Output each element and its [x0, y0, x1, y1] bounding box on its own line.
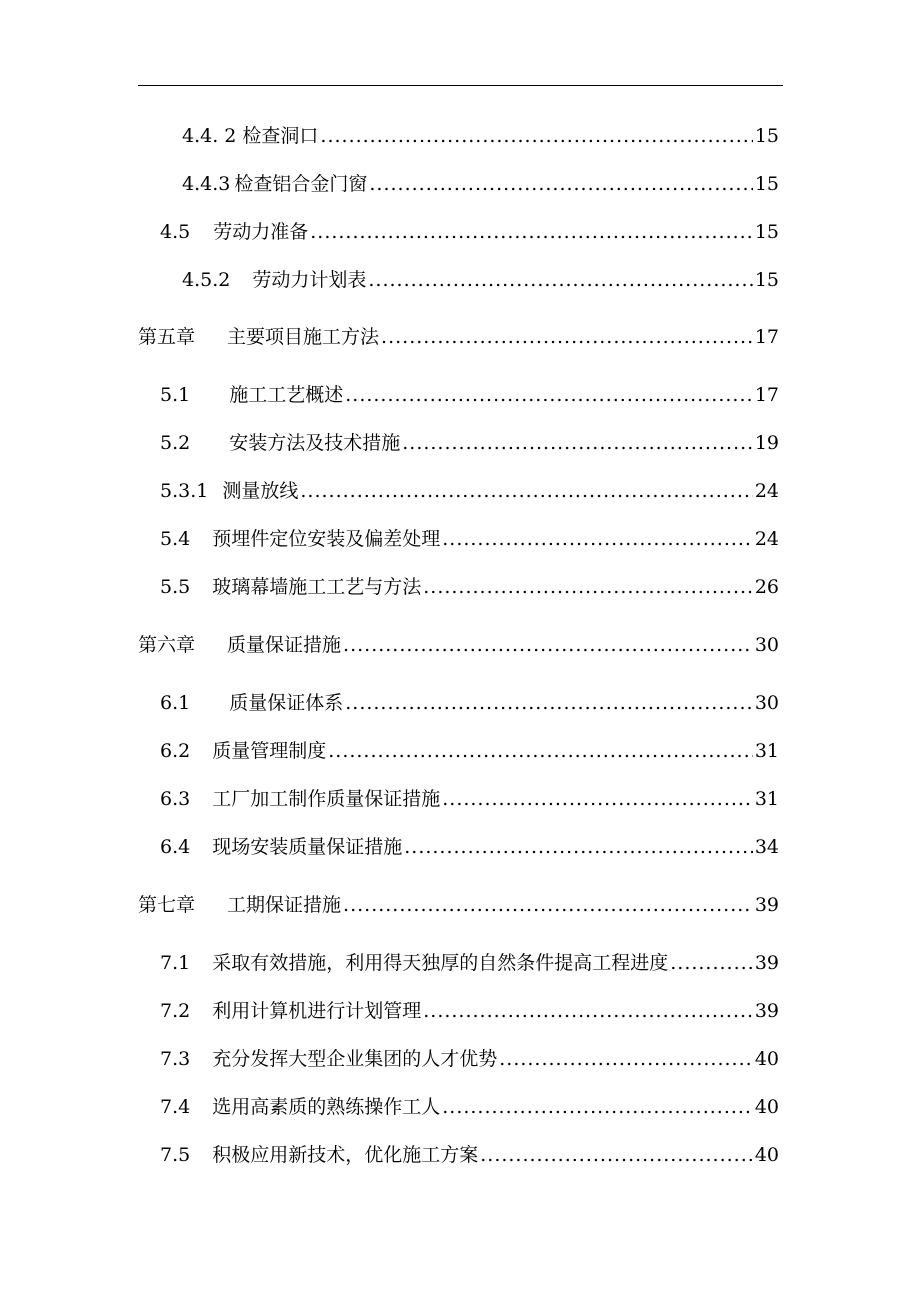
- toc-dot-leader: [343, 630, 753, 660]
- toc-entry-number: 5.4: [160, 528, 191, 550]
- toc-dot-leader: [300, 476, 752, 506]
- toc-entry-title: 现场安装质量保证措施: [212, 836, 403, 858]
- toc-dot-leader: [442, 1092, 753, 1122]
- toc-entry-page: 34: [754, 836, 779, 858]
- toc-entry[interactable]: [0, 1140, 920, 1170]
- toc-entry[interactable]: [0, 688, 920, 718]
- toc-entry-number: 5.3.1: [160, 480, 209, 502]
- header-rule: [138, 85, 783, 86]
- toc-entry[interactable]: [0, 1092, 920, 1122]
- toc-entry[interactable]: [0, 572, 920, 602]
- toc-chapter-entry[interactable]: [0, 890, 920, 920]
- toc-entry-page: 15: [754, 173, 779, 195]
- toc-entry-page: 40: [754, 1096, 779, 1118]
- toc-entry-number: 5.1: [160, 384, 191, 406]
- toc-entry[interactable]: [0, 380, 920, 410]
- toc-entry-title: 采取有效措施，利用得天独厚的自然条件提高工程进度: [212, 952, 669, 974]
- toc-entry[interactable]: [0, 169, 920, 199]
- toc-entry-title: 玻璃幕墙施工工艺与方法: [212, 576, 422, 598]
- toc-entry-number: 第七章: [138, 894, 196, 916]
- toc-dot-leader: [328, 736, 753, 766]
- toc-entry-number: 7.2: [160, 1000, 191, 1022]
- toc-entry-title: 检查洞口: [242, 125, 319, 147]
- toc-entry-title: 充分发挥大型企业集团的人才优势: [212, 1048, 498, 1070]
- toc-entry-page: 31: [754, 740, 779, 762]
- toc-entry-number: 6.2: [160, 740, 191, 762]
- toc-entry-number: 6.1: [160, 692, 191, 714]
- toc-dot-leader: [345, 688, 753, 718]
- toc-entry-title: 安装方法及技术措施: [229, 432, 401, 454]
- toc-entry-page: 19: [754, 432, 779, 454]
- toc-entry-title: 工期保证措施: [227, 894, 342, 916]
- toc-entry[interactable]: [0, 217, 920, 247]
- toc-dot-leader: [369, 169, 752, 199]
- toc-dot-leader: [345, 380, 753, 410]
- toc-entry-page: 30: [754, 634, 779, 656]
- toc-entry[interactable]: [0, 428, 920, 458]
- toc-entry-page: 31: [754, 788, 779, 810]
- toc-entry-number: 6.4: [160, 836, 191, 858]
- toc-entry-page: 17: [754, 384, 779, 406]
- toc-dot-leader: [442, 524, 753, 554]
- toc-entry-page: 15: [754, 269, 779, 291]
- toc-dot-leader: [368, 265, 752, 295]
- toc-entry-number: 4.4. 2: [182, 125, 237, 147]
- toc-entry[interactable]: [0, 948, 920, 978]
- toc-entry-title: 质量保证体系: [229, 692, 344, 714]
- toc-entry-page: 24: [754, 480, 779, 502]
- toc-entry-page: 30: [754, 692, 779, 714]
- toc-entry-number: 7.3: [160, 1048, 191, 1070]
- toc-dot-leader: [423, 996, 753, 1026]
- toc-entry-title: 施工工艺概述: [229, 384, 344, 406]
- toc-entry-number: 6.3: [160, 788, 191, 810]
- toc-entry-number: 第六章: [138, 634, 196, 656]
- toc-dot-leader: [404, 832, 753, 862]
- toc-dot-leader: [402, 428, 753, 458]
- toc-entry[interactable]: [0, 265, 920, 295]
- toc-entry-number: 7.5: [160, 1144, 191, 1166]
- toc-chapter-entry[interactable]: [0, 322, 920, 352]
- toc-entry-page: 24: [754, 528, 779, 550]
- toc-entry[interactable]: [0, 832, 920, 862]
- toc-entry[interactable]: [0, 736, 920, 766]
- toc-entry-page: 40: [754, 1048, 779, 1070]
- toc-entry-number: 5.2: [160, 432, 191, 454]
- toc-entry-title: 选用高素质的熟练操作工人: [212, 1096, 441, 1118]
- toc-entry[interactable]: [0, 121, 920, 151]
- toc-entry-number: 7.4: [160, 1096, 191, 1118]
- toc-entry-number: 4.4.3: [182, 173, 231, 195]
- toc-entry-title: 质量保证措施: [227, 634, 342, 656]
- toc-entry[interactable]: [0, 1044, 920, 1074]
- toc-entry-page: 17: [754, 326, 779, 348]
- toc-entry[interactable]: [0, 784, 920, 814]
- toc-entry-number: 7.1: [160, 952, 191, 974]
- toc-chapter-entry[interactable]: [0, 630, 920, 660]
- toc-entry-page: 15: [754, 125, 779, 147]
- toc-entry[interactable]: [0, 524, 920, 554]
- toc-entry-number: 4.5: [160, 221, 191, 243]
- toc-entry-page: 40: [754, 1144, 779, 1166]
- toc-entry[interactable]: [0, 476, 920, 506]
- toc-entry-title: 质量管理制度: [212, 740, 327, 762]
- toc-dot-leader: [442, 784, 753, 814]
- toc-dot-leader: [381, 322, 753, 352]
- toc-entry-title: 工厂加工制作质量保证措施: [212, 788, 441, 810]
- toc-entry[interactable]: [0, 996, 920, 1026]
- toc-entry-title: 测量放线: [222, 480, 299, 502]
- toc-entry-title: 预埋件定位安装及偏差处理: [212, 528, 441, 550]
- toc-entry-title: 利用计算机进行计划管理: [212, 1000, 422, 1022]
- toc-dot-leader: [320, 121, 752, 151]
- toc-entry-number: 第五章: [138, 326, 196, 348]
- toc-entry-number: 5.5: [160, 576, 191, 598]
- toc-entry-title: 积极应用新技术，优化施工方案: [212, 1144, 479, 1166]
- toc-entry-title: 劳动力准备: [213, 221, 309, 243]
- toc-dot-leader: [670, 948, 753, 978]
- toc-dot-leader: [343, 890, 753, 920]
- toc-entry-number: 4.5.2: [182, 269, 231, 291]
- toc-entry-title: 劳动力计划表: [252, 269, 367, 291]
- toc-dot-leader: [310, 217, 753, 247]
- toc-entry-page: 26: [754, 576, 779, 598]
- toc-entry-page: 39: [754, 952, 779, 974]
- toc-entry-title: 主要项目施工方法: [227, 326, 380, 348]
- toc-dot-leader: [480, 1140, 753, 1170]
- toc-entry-page: 15: [754, 221, 779, 243]
- toc-dot-leader: [423, 572, 753, 602]
- toc-dot-leader: [499, 1044, 753, 1074]
- toc-entry-title: 检查铝合金门窗: [234, 173, 368, 195]
- toc-entry-page: 39: [754, 894, 779, 916]
- toc-entry-page: 39: [754, 1000, 779, 1022]
